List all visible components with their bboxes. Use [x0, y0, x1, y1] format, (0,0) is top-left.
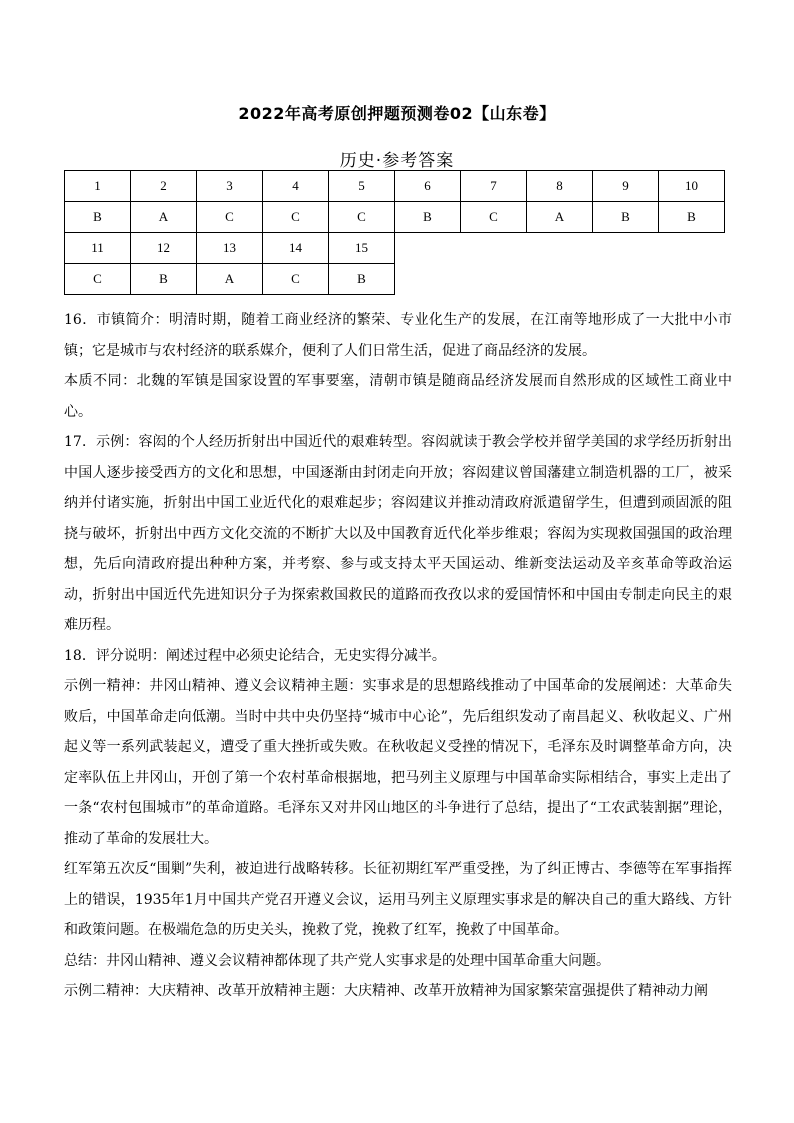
empty-cell	[527, 264, 593, 295]
table-cell: 4	[263, 171, 329, 202]
empty-cell	[593, 264, 659, 295]
empty-cell	[659, 264, 725, 295]
table-cell: A	[527, 202, 593, 233]
table-cell: 3	[197, 171, 263, 202]
answer-table	[64, 170, 725, 295]
table-cell: A	[197, 264, 263, 295]
answer-17: 17．示例：容闳的个人经历折射出中国近代的艰难转型。容闳就读于教会学校并留学美国的求学经历折射出中国人逐步接受西方的文化和思想，中国逐渐由封闭走向开放；容闳建议曾国藩建立制造机器的工厂，被采纳并付诸实施，折射出中国工业近代化的艰难起步；容闳建议并推动清政府派遣留学生，但遭到顽固派的阻挠与破坏，折射出中西方文化交流的不断扩大以及中国教育近代化举步维艰；容闳为实现救国强国的政治理想，先后向清政府提出种种方案，并考察、参与或支持太平天国运动、维新变法运动及辛亥革命等政治运动，折射出中国近代先进知识分子为探索救国救民的道路而孜孜以求的爱国情怀和中国由专制走向民主的艰难历程。	[64, 434, 732, 633]
table-cell: 8	[527, 171, 593, 202]
table-cell: 5	[329, 171, 395, 202]
answer-body	[64, 305, 732, 1007]
table-cell: B	[659, 202, 725, 233]
table-cell: B	[395, 202, 461, 233]
answer-18-example-2: 示例二精神：大庆精神、改革开放精神主题：大庆精神、改革开放精神为国家繁荣富强提供了精神动力阐	[64, 983, 708, 999]
empty-cell	[593, 233, 659, 264]
table-row	[65, 171, 725, 202]
answer-18-scoring-note: 18．评分说明：阐述过程中必须史论结合，无史实得分减半。	[64, 647, 446, 664]
table-cell: C	[263, 202, 329, 233]
table-cell: 11	[65, 233, 131, 264]
table-cell: 10	[659, 171, 725, 202]
document-title: 2022年高考原创押题预测卷02【山东卷】	[238, 104, 556, 123]
table-cell: B	[593, 202, 659, 233]
table-cell: 15	[329, 233, 395, 264]
empty-cell	[395, 233, 461, 264]
empty-cell	[395, 264, 461, 295]
answer-16-intro: 16．市镇简介：明清时期，随着工商业经济的繁荣、专业化生产的发展，在江南等地形成了一大批中小市镇；它是城市与农村经济的联系媒介，便利了人们日常生活，促进了商品经济的发展。	[64, 312, 732, 359]
table-cell: C	[65, 264, 131, 295]
table-cell: A	[131, 202, 197, 233]
table-cell: B	[131, 264, 197, 295]
table-cell: 2	[131, 171, 197, 202]
table-cell: 14	[263, 233, 329, 264]
table-cell: C	[329, 202, 395, 233]
table-cell: 7	[461, 171, 527, 202]
document-subtitle: 历史·参考答案	[339, 151, 455, 171]
empty-cell	[527, 233, 593, 264]
table-cell: B	[329, 264, 395, 295]
table-row	[65, 233, 725, 264]
answer-16-difference: 本质不同：北魏的军镇是国家设置的军事要塞，清朝市镇是随商品经济发展而自然形成的区域性工商业中心。	[64, 373, 732, 420]
empty-cell	[461, 233, 527, 264]
table-cell: B	[65, 202, 131, 233]
empty-cell	[659, 233, 725, 264]
table-cell: C	[197, 202, 263, 233]
table-cell: 12	[131, 233, 197, 264]
table-cell: 9	[593, 171, 659, 202]
answer-18-example-1: 示例一精神：井冈山精神、遵义会议精神主题：实事求是的思想路线推动了中国革命的发展阐述：大革命失败后，中国革命走向低潮。当时中共中央仍坚持“城市中心论”，先后组织发动了南昌起义、秋收起义、广州起义等一系列武装起义，遭受了重大挫折或失败。在秋收起义受挫的情况下，毛泽东及时调整革命方向，决定率队伍上井冈山，开创了第一个农村革命根据地，把马列主义原理与中国革命实际相结合，事实上走出了一条“农村包围城市”的革命道路。毛泽东又对井冈山地区的斗争进行了总结，提出了“工农武装割据”理论，推动了革命的发展壮大。	[64, 678, 732, 847]
answer-18-summary: 总结：井冈山精神、遵义会议精神都体现了共产党人实事求是的处理中国革命重大问题。	[64, 952, 610, 969]
table-cell: C	[263, 264, 329, 295]
table-row	[65, 202, 725, 233]
table-cell: 1	[65, 171, 131, 202]
table-row	[65, 264, 725, 295]
answer-18-example-1-cont: 红军第五次反“围剿”失利，被迫进行战略转移。长征初期红军严重受挫，为了纠正博古、李德等在军事指挥上的错误，1935年1月中国共产党召开遵义会议，运用马列主义原理实事求是的解决自己的重大路线、方针和政策问题。在极端危急的历史关头，挽救了党，挽救了红军，挽救了中国革命。	[64, 861, 732, 938]
empty-cell	[461, 264, 527, 295]
table-cell: 6	[395, 171, 461, 202]
table-cell: 13	[197, 233, 263, 264]
table-cell: C	[461, 202, 527, 233]
